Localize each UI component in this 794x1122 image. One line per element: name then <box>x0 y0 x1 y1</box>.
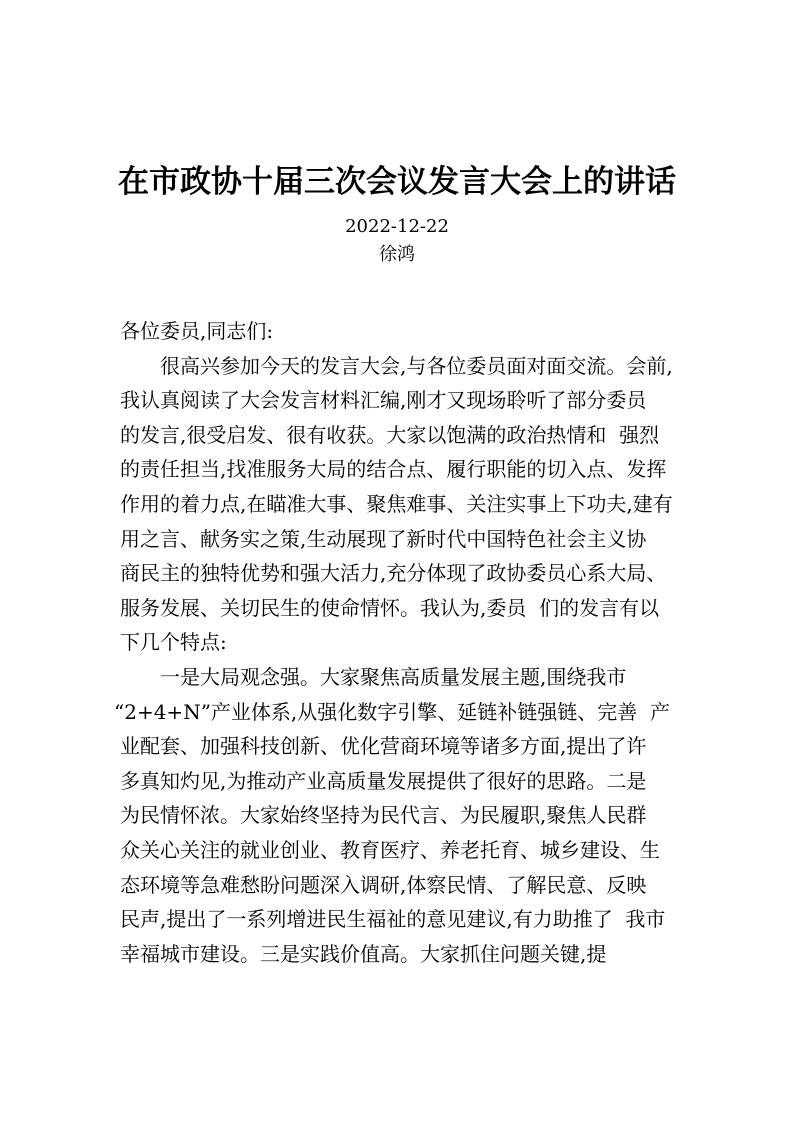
body-line: 态环境等急难愁盼问题深入调研,体察民情、了解民意、反映 <box>120 872 647 897</box>
body-line: 多真知灼见,为推动产业高质量发展提供了很好的思路。二是 <box>120 768 647 793</box>
body-line: 商民主的独特优势和强大活力,充分体现了政协委员心系大局、 <box>120 561 667 586</box>
body-line: 业配套、加强科技创新、优化营商环境等诸多方面,提出了许 <box>120 734 647 759</box>
document-body <box>114 314 720 971</box>
body-line: 服务发展、关切民生的使命情怀。我认为,委员 们的发言有以 <box>120 595 660 620</box>
body-line: 的责任担当,找准服务大局的结合点、履行职能的切入点、发挥 <box>120 457 667 482</box>
body-line: 作用的着力点,在瞄准大事、聚焦难事、关注实事上下功夫,建有 <box>120 491 673 516</box>
body-line: “2+4+N”产业体系,从强化数字引擎、延链补链强链、完善 产 <box>114 699 670 724</box>
document-date: 2022-12-22 <box>345 216 449 237</box>
body-line: 幸福城市建设。三是实践价值高。大家抓住问题关键,提 <box>120 941 607 966</box>
body-line: 众关心关注的就业创业、教育医疗、养老托育、城乡建设、生 <box>120 837 660 862</box>
body-line: 民声,提出了一系列增进民生福祉的意见建议,有力助推了 我市 <box>120 907 666 932</box>
body-line: 一是大局观念强。大家聚焦高质量发展主题,围绕我市 <box>160 664 627 689</box>
body-line: 我认真阅读了大会发言材料汇编,刚才又现场聆听了部分委员 <box>120 388 647 413</box>
body-line: 很高兴参加今天的发言大会,与各位委员面对面交流。会前, <box>160 353 673 378</box>
body-line: 的发言,很受启发、很有收获。大家以饱满的政治热情和 强烈 <box>120 422 660 447</box>
body-line: 为民情怀浓。大家始终坚持为民代言、为民履职,聚焦人民群 <box>120 803 647 828</box>
body-line: 下几个特点: <box>120 630 227 655</box>
document-title: 在市政协十届三次会议发言大会上的讲话 <box>118 164 676 200</box>
salutation-line: 各位委员,同志们: <box>120 319 274 343</box>
body-line: 用之言、献务实之策,生动展现了新时代中国特色社会主义协 <box>120 526 647 551</box>
document-author: 徐鸿 <box>379 244 415 265</box>
